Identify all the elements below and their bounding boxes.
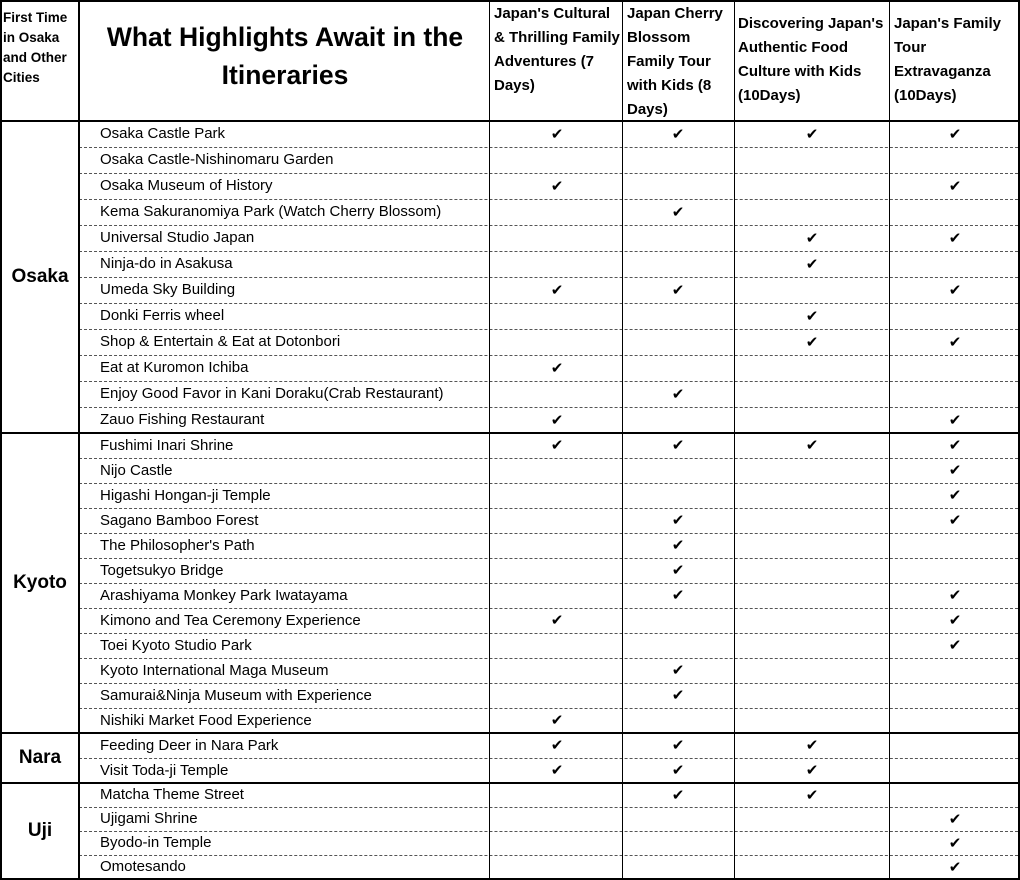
attraction-label: Fushimi Inari Shrine: [100, 437, 234, 454]
check-mark-icon: ✔: [550, 281, 564, 299]
attraction-label: Osaka Castle-Nishinomaru Garden: [100, 151, 334, 168]
city-label: Nara: [18, 747, 62, 768]
column-divider: [622, 0, 623, 879]
attraction-label: Arashiyama Monkey Park Iwatayama: [100, 587, 348, 604]
check-mark-icon: ✔: [948, 281, 962, 299]
check-mark-icon: ✔: [671, 586, 685, 604]
attraction-label: Matcha Theme Street: [100, 786, 244, 803]
check-mark-icon: ✔: [948, 411, 962, 429]
column-divider: [889, 0, 890, 879]
attraction-label: Osaka Castle Park: [100, 125, 226, 142]
check-mark-icon: ✔: [671, 736, 685, 754]
attraction-label: Osaka Museum of History: [100, 177, 273, 194]
row-divider: [79, 458, 1018, 459]
attraction-label: The Philosopher's Path: [100, 537, 255, 554]
corner-label: First Time in Osaka and Other Cities: [3, 10, 68, 85]
check-mark-icon: ✔: [805, 786, 819, 804]
check-mark-icon: ✔: [948, 229, 962, 247]
check-mark-icon: ✔: [948, 810, 962, 828]
attraction-label: Umeda Sky Building: [100, 281, 236, 298]
check-mark-icon: ✔: [948, 333, 962, 351]
table-top-border: [0, 0, 1020, 2]
check-mark-icon: ✔: [671, 125, 685, 143]
check-mark-icon: ✔: [550, 125, 564, 143]
check-mark-icon: ✔: [671, 511, 685, 529]
attraction-label: Toei Kyoto Studio Park: [100, 637, 252, 654]
attraction-label: Sagano Bamboo Forest: [100, 512, 259, 529]
check-mark-icon: ✔: [948, 611, 962, 629]
attraction-label: Shop & Entertain & Eat at Dotonbori: [100, 333, 341, 350]
row-divider: [79, 855, 1018, 856]
header-divider: [0, 120, 1020, 122]
attraction-label: Nishiki Market Food Experience: [100, 712, 312, 729]
city-label: Osaka: [11, 266, 69, 287]
attraction-label: Ninja-do in Asakusa: [100, 255, 233, 272]
check-mark-icon: ✔: [671, 686, 685, 704]
attraction-label: Enjoy Good Favor in Kani Doraku(Crab Restaurant): [100, 385, 444, 402]
check-mark-icon: ✔: [805, 125, 819, 143]
check-mark-icon: ✔: [671, 436, 685, 454]
city-column-border: [78, 0, 80, 879]
check-mark-icon: ✔: [550, 359, 564, 377]
check-mark-icon: ✔: [550, 711, 564, 729]
check-mark-icon: ✔: [671, 786, 685, 804]
check-mark-icon: ✔: [550, 736, 564, 754]
check-mark-icon: ✔: [671, 536, 685, 554]
attraction-label: Togetsukyo Bridge: [100, 562, 224, 579]
check-mark-icon: ✔: [948, 486, 962, 504]
attraction-label: Omotesando: [100, 858, 186, 875]
check-mark-icon: ✔: [948, 834, 962, 852]
attraction-label: Visit Toda-ji Temple: [100, 762, 229, 779]
check-mark-icon: ✔: [671, 661, 685, 679]
check-mark-icon: ✔: [805, 229, 819, 247]
check-mark-icon: ✔: [948, 125, 962, 143]
row-divider: [79, 807, 1018, 808]
check-mark-icon: ✔: [948, 636, 962, 654]
city-label: Uji: [27, 820, 53, 841]
attraction-label: Samurai&Ninja Museum with Experience: [100, 687, 372, 704]
attraction-label: Feeding Deer in Nara Park: [100, 737, 279, 754]
check-mark-icon: ✔: [948, 436, 962, 454]
check-mark-icon: ✔: [948, 177, 962, 195]
attraction-label: Ujigami Shrine: [100, 810, 198, 827]
check-mark-icon: ✔: [948, 586, 962, 604]
attraction-label: Donki Ferris wheel: [100, 307, 225, 324]
check-mark-icon: ✔: [805, 307, 819, 325]
attraction-label: Kyoto International Maga Museum: [100, 662, 329, 679]
table-left-border: [0, 0, 2, 879]
check-mark-icon: ✔: [671, 281, 685, 299]
tour-header-1: Japan's Cultural & Thrilling Family Adventures (7 Days): [494, 5, 620, 94]
attraction-label: Nijo Castle: [100, 462, 173, 479]
attraction-label: Kema Sakuranomiya Park (Watch Cherry Blossom): [100, 203, 442, 220]
tour-header-2: Japan Cherry Blossom Family Tour with Kids (8 Days): [627, 5, 723, 118]
attraction-label: Zauo Fishing Restaurant: [100, 411, 265, 428]
check-mark-icon: ✔: [805, 255, 819, 273]
check-mark-icon: ✔: [948, 858, 962, 876]
check-mark-icon: ✔: [805, 736, 819, 754]
tour-header-4: Japan's Family Tour Extravaganza (10Days): [894, 15, 1001, 104]
check-mark-icon: ✔: [671, 561, 685, 579]
attraction-label: Kimono and Tea Ceremony Experience: [100, 612, 361, 629]
page-title: What Highlights Await in the Itineraries: [106, 22, 464, 90]
check-mark-icon: ✔: [805, 333, 819, 351]
check-mark-icon: ✔: [948, 511, 962, 529]
check-mark-icon: ✔: [550, 436, 564, 454]
attraction-label: Universal Studio Japan: [100, 229, 255, 246]
check-mark-icon: ✔: [805, 761, 819, 779]
check-mark-icon: ✔: [550, 411, 564, 429]
check-mark-icon: ✔: [671, 385, 685, 403]
attraction-label: Eat at Kuromon Ichiba: [100, 359, 249, 376]
check-mark-icon: ✔: [550, 177, 564, 195]
check-mark-icon: ✔: [671, 203, 685, 221]
check-mark-icon: ✔: [671, 761, 685, 779]
check-mark-icon: ✔: [805, 436, 819, 454]
attraction-label: Higashi Hongan-ji Temple: [100, 487, 271, 504]
attraction-label: Byodo-in Temple: [100, 834, 212, 851]
row-divider: [79, 831, 1018, 832]
check-mark-icon: ✔: [550, 761, 564, 779]
column-divider: [734, 0, 735, 879]
city-label: Kyoto: [13, 572, 67, 593]
tour-header-3: Discovering Japan's Authentic Food Culture with Kids (10Days): [738, 15, 884, 104]
check-mark-icon: ✔: [948, 461, 962, 479]
check-mark-icon: ✔: [550, 611, 564, 629]
column-divider: [489, 0, 490, 879]
